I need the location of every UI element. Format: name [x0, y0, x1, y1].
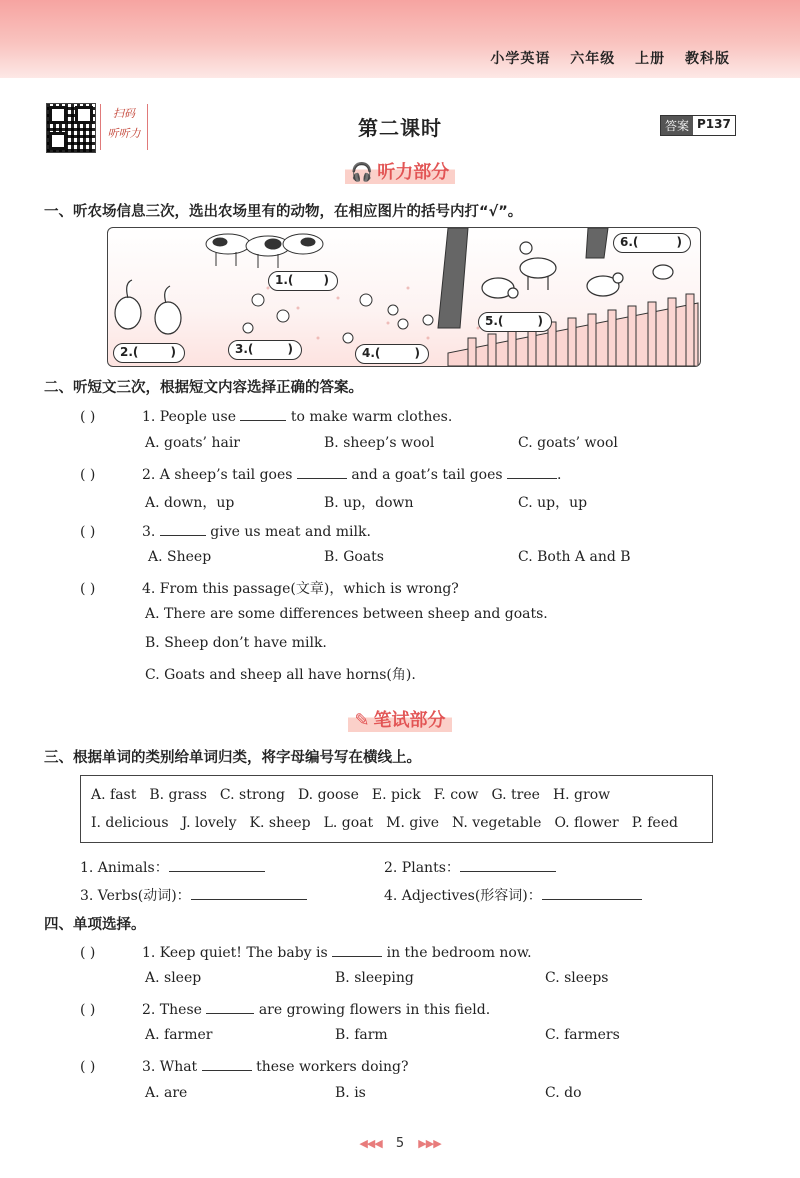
answer-paren[interactable]: ( ) — [80, 581, 96, 597]
stem-text: 1. People use — [142, 409, 241, 425]
q2-option-3c: C. Both A and B — [518, 549, 631, 565]
word-item: O. flower — [554, 815, 619, 831]
word-item: P. feed — [631, 815, 678, 831]
edition-label: 教科版 — [685, 51, 730, 67]
category-adjectives — [384, 885, 642, 905]
q2-option-4c: C. Goats and sheep all have horns(角). — [145, 667, 416, 683]
fill-blank[interactable] — [332, 942, 382, 957]
box-label-4: 4.( — [362, 346, 381, 360]
answer-paren[interactable]: ( ) — [80, 1059, 96, 1075]
category-label: 3. Verbs(动词)： — [80, 888, 191, 904]
category-label: 1. Animals： — [80, 860, 169, 876]
stem-text: . — [557, 467, 562, 483]
q4-item-1 — [80, 942, 532, 961]
q2-option-4a: A. There are some differences between sheep and goats. — [145, 606, 548, 622]
word-item: A. fast — [91, 787, 137, 803]
answer-paren[interactable]: ( ) — [80, 409, 96, 425]
q4-option-3c: C. do — [545, 1085, 582, 1101]
stem-text: to make warm clothes. — [286, 409, 453, 425]
goose-icon — [115, 280, 181, 334]
q2-item-1 — [80, 406, 452, 425]
word-item: F. cow — [433, 787, 479, 803]
box-label-3: 3.( — [235, 342, 254, 356]
word-item: K. sheep — [249, 815, 311, 831]
q4-item-2 — [80, 999, 490, 1018]
answer-line[interactable] — [191, 885, 307, 900]
q4-item-3 — [80, 1056, 409, 1075]
word-item: D. goose — [297, 787, 359, 803]
next-arrows-icon: ▶▶▶ — [418, 1137, 441, 1150]
q2-option-2c: C. up，up — [518, 495, 588, 511]
category-plants — [384, 857, 556, 877]
word-item: I. delicious — [91, 815, 169, 831]
q2-option-1b: B. sheep’s wool — [324, 435, 435, 451]
word-bank — [80, 775, 713, 843]
question-4-title: 四、单项选择。 — [44, 917, 146, 933]
q2-item-3 — [80, 521, 371, 540]
q2-item-2 — [80, 464, 562, 483]
box-label-2: 2.( — [120, 345, 139, 359]
q2-option-4b: B. Sheep don’t have milk. — [145, 635, 327, 651]
answer-paren[interactable]: ( ) — [80, 524, 96, 540]
grade-label: 六年级 — [570, 51, 616, 67]
q4-option-2c: C. farmers — [545, 1027, 620, 1043]
stem-text: 3. — [142, 524, 160, 540]
answer-line[interactable] — [460, 857, 556, 872]
answer-paren[interactable]: ( ) — [80, 467, 96, 483]
fill-blank[interactable] — [507, 464, 557, 479]
stem-text: these workers doing? — [251, 1059, 409, 1075]
question-3-title: 三、根据单词的类别给单词归类，将字母编号写在横线上。 — [44, 750, 421, 766]
fill-blank[interactable] — [240, 406, 286, 421]
q4-option-3b: B. is — [335, 1085, 366, 1101]
listening-heading-text: 听力部分 — [377, 162, 450, 183]
category-verbs — [80, 885, 307, 905]
answer-reference — [660, 115, 736, 136]
listening-section-heading — [0, 158, 800, 184]
stem-text: in the bedroom now. — [382, 945, 532, 961]
stem-text: are growing flowers in this field. — [254, 1002, 491, 1018]
answer-line[interactable] — [542, 885, 642, 900]
sheep-icon — [587, 265, 673, 296]
word-item: G. tree — [491, 787, 540, 803]
stem-text: 2. A sheep’s tail goes — [142, 467, 297, 483]
answer-box-1[interactable]: 1.( ) — [268, 271, 338, 291]
word-item: H. grow — [552, 787, 611, 803]
page-title: 第二课时 — [358, 116, 442, 140]
answer-box-6[interactable]: 6.( ) — [613, 233, 691, 253]
stem-text: 1. Keep quiet! The baby is — [142, 945, 333, 961]
scan-text-2: 听听力 — [107, 127, 141, 140]
answer-label: 答案 — [661, 116, 693, 135]
q2-option-2b: B. up，down — [324, 495, 414, 511]
answer-box-3[interactable]: 3.( ) — [228, 340, 302, 360]
answer-paren[interactable]: ( ) — [80, 945, 96, 961]
answer-box-2[interactable]: 2.( ) — [113, 343, 185, 363]
category-label: 4. Adjectives(形容词)： — [384, 888, 542, 904]
goat-icon — [482, 242, 556, 298]
word-item: C. strong — [219, 787, 285, 803]
fill-blank[interactable] — [297, 464, 347, 479]
q4-option-1b: B. sleeping — [335, 970, 414, 986]
headphones-icon: 🎧 — [350, 162, 374, 183]
word-item: N. vegetable — [452, 815, 542, 831]
word-item: J. lovely — [181, 815, 237, 831]
word-item: B. grass — [149, 787, 207, 803]
q2-option-3b: B. Goats — [324, 549, 384, 565]
q4-option-2b: B. farm — [335, 1027, 388, 1043]
pencil-icon: ✎ — [354, 710, 370, 731]
fill-blank[interactable] — [160, 521, 206, 536]
category-label: 2. Plants： — [384, 860, 460, 876]
page-footer — [0, 1136, 800, 1151]
q2-option-2a: A. down，up — [145, 495, 235, 511]
stem-text: 2. These — [142, 1002, 207, 1018]
answer-box-5[interactable]: 5.( ) — [478, 312, 552, 332]
q2-option-3a: A. Sheep — [148, 549, 212, 565]
q4-option-3a: A. are — [145, 1085, 188, 1101]
prev-arrows-icon: ◀◀◀ — [359, 1137, 382, 1150]
box-label-1: 1.( — [275, 273, 294, 287]
stem-text: give us meat and milk. — [205, 524, 371, 540]
answer-box-4[interactable]: 4.( ) — [355, 344, 429, 364]
word-item: L. goat — [323, 815, 374, 831]
farm-scene-image — [107, 227, 701, 367]
box-label-6: 6.( — [620, 235, 639, 249]
q4-option-1a: A. sleep — [145, 970, 202, 986]
q4-option-2a: A. farmer — [145, 1027, 213, 1043]
fill-blank[interactable] — [202, 1056, 252, 1071]
answer-page: P137 — [697, 117, 731, 131]
stem-text: 4. From this passage(文章)，which is wrong? — [142, 581, 459, 597]
word-bank-row-1 — [91, 787, 623, 803]
page-number: 5 — [395, 1136, 405, 1151]
q2-item-4 — [80, 578, 459, 598]
cow-icon — [206, 234, 323, 268]
word-item: M. give — [386, 815, 440, 831]
chick-icon — [243, 294, 433, 343]
answer-paren[interactable]: ( ) — [80, 1002, 96, 1018]
written-section-heading — [0, 706, 800, 732]
answer-line[interactable] — [169, 857, 265, 872]
stem-text: and a goat’s tail goes — [346, 467, 508, 483]
written-heading-text: 笔试部分 — [373, 710, 446, 731]
category-animals — [80, 857, 265, 877]
q2-option-1a: A. goats’ hair — [145, 435, 240, 451]
word-item: E. pick — [371, 787, 421, 803]
fill-blank[interactable] — [206, 999, 254, 1014]
volume-label: 上册 — [635, 51, 666, 67]
q4-option-1c: C. sleeps — [545, 970, 609, 986]
book-info — [476, 48, 730, 68]
subject-label: 小学英语 — [490, 51, 551, 67]
question-2-title: 二、听短文三次，根据短文内容选择正确的答案。 — [44, 380, 363, 396]
q2-option-1c: C. goats’ wool — [518, 435, 618, 451]
stem-text: 3. What — [142, 1059, 202, 1075]
scan-text-1: 扫码 — [113, 107, 135, 120]
question-1-title: 一、听农场信息三次，选出农场里有的动物，在相应图片的括号内打“√”。 — [44, 204, 523, 220]
box-label-5: 5.( — [485, 314, 504, 328]
word-bank-row-2 — [91, 815, 691, 831]
